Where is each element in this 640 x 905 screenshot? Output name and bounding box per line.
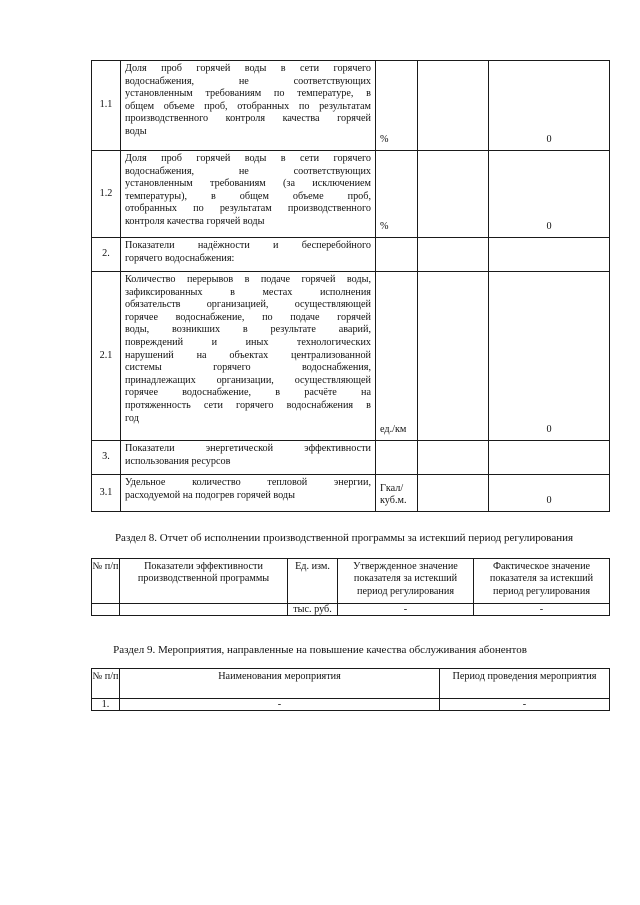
indicator-value: 0 <box>489 151 610 238</box>
indicator-description <box>121 61 376 151</box>
description-line: горячего водоснабжения: <box>125 252 235 264</box>
table-header-row <box>92 559 610 604</box>
description-line: контроля качества горячей воды <box>125 215 265 227</box>
cell-actual-value: - <box>474 604 610 616</box>
column-header-number: № п/п <box>92 669 120 699</box>
description-line: установленным требованиям по температуре, в <box>125 88 371 100</box>
unit-of-measure <box>376 441 418 475</box>
description-line: производственного контроля качества горячей <box>125 113 371 125</box>
description-line: протяженность сети горячего водоснабжения в <box>125 399 371 411</box>
indicator-value <box>489 238 610 272</box>
column-header-number: № п/п <box>92 559 120 604</box>
production-program-report-table <box>91 558 610 616</box>
row-number: 2.1 <box>92 272 121 441</box>
description-line: Удельное количество тепловой энергии, <box>125 477 371 488</box>
description-line: горячее водоснабжение, в расчёте на <box>125 387 371 399</box>
empty-value-cell <box>418 151 489 238</box>
column-header-measure-name: Наименования мероприятия <box>120 669 440 699</box>
cell-number <box>92 604 120 616</box>
row-number: 3.1 <box>92 475 121 512</box>
indicator-value: 0 <box>489 475 610 512</box>
indicator-description <box>121 441 376 475</box>
unit-of-measure: ед./км <box>376 272 418 441</box>
description-line: воды <box>125 125 147 137</box>
column-header-actual-value: Фактическое значение показателя за истекший период регулирования <box>474 559 610 604</box>
row-number: 1.1 <box>92 61 121 151</box>
indicator-value: 0 <box>489 272 610 441</box>
indicators-table-body <box>92 61 610 512</box>
cell-number: 1. <box>92 699 120 711</box>
unit-of-measure <box>376 238 418 272</box>
indicator-description <box>121 151 376 238</box>
table-row <box>92 604 610 616</box>
table-row <box>92 475 610 512</box>
description-line: повреждений и иных технологических <box>125 336 371 348</box>
empty-value-cell <box>418 238 489 272</box>
unit-of-measure: Гкал/ куб.м. <box>376 475 418 512</box>
description-line: водоснабжения, не соответствующих <box>125 75 371 87</box>
description-line: обязательств организацией, осуществляющей <box>125 299 371 311</box>
cell-measure-name: - <box>120 699 440 711</box>
column-header-indicators: Показатели эффективности производственной программы <box>120 559 288 604</box>
section-8-title: Раздел 8. Отчет об исполнении производственной программы за истекший период регулирования <box>114 532 574 544</box>
cell-period: - <box>440 699 610 711</box>
description-line: Доля проб горячей воды в сети горячего <box>125 63 371 74</box>
indicator-description <box>121 475 376 512</box>
column-header-approved-value: Утвержденное значение показателя за истекший период регулирования <box>338 559 474 604</box>
description-line: общем объеме проб, отобранных по результатам <box>125 100 371 112</box>
description-line: принадлежащих организации, осуществляющей <box>125 374 371 386</box>
row-number: 3. <box>92 441 121 475</box>
table-row <box>92 61 610 151</box>
description-line: температуры), в общем объеме проб, <box>125 190 371 202</box>
description-line: Показатели надёжности и бесперебойного <box>125 240 371 251</box>
description-line: расходуемой на подогрев горячей воды <box>125 489 295 501</box>
indicator-value <box>489 441 610 475</box>
indicator-value: 0 <box>489 61 610 151</box>
row-number: 1.2 <box>92 151 121 238</box>
column-header-unit: Ед. изм. <box>288 559 338 604</box>
description-line: нарушений на объектах централизованной <box>125 349 371 361</box>
table-row <box>92 151 610 238</box>
cell-approved-value: - <box>338 604 474 616</box>
indicator-description <box>121 238 376 272</box>
indicator-description <box>121 272 376 441</box>
section-9-title: Раздел 9. Мероприятия, направленные на повышение качества обслуживания абонентов <box>113 644 527 656</box>
description-line: отобранных по результатам производственного <box>125 203 371 215</box>
description-line: использования ресурсов <box>125 455 231 467</box>
table-header-row <box>92 669 610 699</box>
description-line: год <box>125 412 139 424</box>
table-row <box>92 272 610 441</box>
row-number: 2. <box>92 238 121 272</box>
description-line: системы горячего водоснабжения, <box>125 362 371 374</box>
description-line: Доля проб горячей воды в сети горячего <box>125 153 371 164</box>
cell-indicator <box>120 604 288 616</box>
description-line: горячее водоснабжение, по подаче горячей <box>125 311 371 323</box>
table-row <box>92 238 610 272</box>
table-row <box>92 699 610 711</box>
description-line: воды, возникших в результате аварий, <box>125 324 371 336</box>
service-quality-measures-table <box>91 668 610 711</box>
unit-of-measure: % <box>376 151 418 238</box>
description-line: Количество перерывов в подаче горячей воды, <box>125 274 371 285</box>
cell-unit: тыс. руб. <box>288 604 338 616</box>
indicators-table <box>91 60 610 512</box>
description-line: Показатели энергетической эффективности <box>125 443 371 454</box>
table-row <box>92 441 610 475</box>
empty-value-cell <box>418 441 489 475</box>
empty-value-cell <box>418 61 489 151</box>
unit-of-measure: % <box>376 61 418 151</box>
description-line: установленным требованиям (за исключением <box>125 178 371 190</box>
description-line: зафиксированных в местах исполнения <box>125 286 371 298</box>
empty-value-cell <box>418 272 489 441</box>
column-header-period: Период проведения мероприятия <box>440 669 610 699</box>
empty-value-cell <box>418 475 489 512</box>
description-line: водоснабжения, не соответствующих <box>125 165 371 177</box>
